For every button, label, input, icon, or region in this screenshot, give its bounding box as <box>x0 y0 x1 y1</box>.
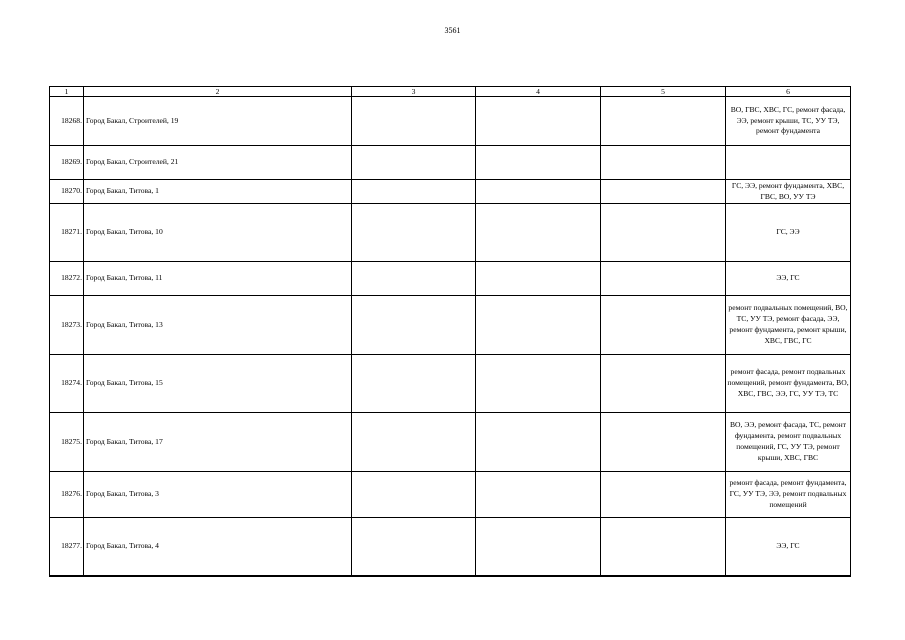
table-row <box>50 97 851 146</box>
row-col4 <box>476 518 601 576</box>
column-header-5: 5 <box>601 87 726 97</box>
row-address: Город Бакал, Строителей, 19 <box>84 97 352 146</box>
row-col5 <box>601 97 726 146</box>
header-row <box>50 87 851 97</box>
row-address: Город Бакал, Титова, 15 <box>84 355 352 413</box>
row-col3 <box>352 262 476 296</box>
row-number: 18274. <box>50 355 84 413</box>
row-col4 <box>476 355 601 413</box>
row-number: 18271. <box>50 204 84 262</box>
table-row <box>50 355 851 413</box>
row-works: ВО, ГВС, ХВС, ГС, ремонт фасада, ЭЭ, ремонт крыши, ТС, УУ ТЭ, ремонт фундамента <box>726 97 851 146</box>
row-col5 <box>601 262 726 296</box>
column-header-2: 2 <box>84 87 352 97</box>
row-number: 18272. <box>50 262 84 296</box>
row-works: ЭЭ, ГС <box>726 262 851 296</box>
row-col3 <box>352 204 476 262</box>
registry-table <box>49 86 851 577</box>
row-number: 18275. <box>50 413 84 472</box>
row-address: Город Бакал, Титова, 4 <box>84 518 352 576</box>
row-number: 18276. <box>50 472 84 518</box>
row-address: Город Бакал, Титова, 3 <box>84 472 352 518</box>
column-header-6: 6 <box>726 87 851 97</box>
row-address: Город Бакал, Строителей, 21 <box>84 146 352 180</box>
row-col5 <box>601 472 726 518</box>
column-header-1: 1 <box>50 87 84 97</box>
row-address: Город Бакал, Титова, 17 <box>84 413 352 472</box>
row-works: ГС, ЭЭ, ремонт фундамента, ХВС, ГВС, ВО, УУ ТЭ <box>726 180 851 204</box>
table-row <box>50 413 851 472</box>
row-col5 <box>601 518 726 576</box>
table-row <box>50 262 851 296</box>
row-number: 18269. <box>50 146 84 180</box>
row-col3 <box>352 296 476 355</box>
row-col4 <box>476 413 601 472</box>
row-col5 <box>601 355 726 413</box>
row-col3 <box>352 518 476 576</box>
row-works: ремонт фасада, ремонт подвальных помещений, ремонт фундамента, ВО, ХВС, ГВС, ЭЭ, ГС, УУ ТЭ, ТС <box>726 355 851 413</box>
row-address: Город Бакал, Титова, 1 <box>84 180 352 204</box>
row-col5 <box>601 296 726 355</box>
table-row <box>50 296 851 355</box>
row-col4 <box>476 180 601 204</box>
row-works: ЭЭ, ГС <box>726 518 851 576</box>
row-col5 <box>601 146 726 180</box>
row-works: ВО, ЭЭ, ремонт фасада, ТС, ремонт фундамента, ремонт подвальных помещений, ГС, УУ ТЭ, ремонт крыши, ХВС, ГВС <box>726 413 851 472</box>
row-works <box>726 146 851 180</box>
row-col4 <box>476 296 601 355</box>
row-number: 18277. <box>50 518 84 576</box>
row-col4 <box>476 204 601 262</box>
row-number: 18270. <box>50 180 84 204</box>
row-number: 18268. <box>50 97 84 146</box>
row-works: ремонт подвальных помещений, ВО, ТС, УУ ТЭ, ремонт фасада, ЭЭ, ремонт фундамента, ремонт крыши, ХВС, ГВС, ГС <box>726 296 851 355</box>
row-col3 <box>352 180 476 204</box>
row-works: ремонт фасада, ремонт фундамента, ГС, УУ ТЭ, ЭЭ, ремонт подвальных помещений <box>726 472 851 518</box>
page-number: 3561 <box>444 26 461 35</box>
table-row <box>50 180 851 204</box>
row-address: Город Бакал, Титова, 13 <box>84 296 352 355</box>
row-works: ГС, ЭЭ <box>726 204 851 262</box>
row-col3 <box>352 472 476 518</box>
column-header-3: 3 <box>352 87 476 97</box>
table-row <box>50 204 851 262</box>
row-col4 <box>476 97 601 146</box>
column-header-4: 4 <box>476 87 601 97</box>
row-col4 <box>476 262 601 296</box>
table-row <box>50 518 851 576</box>
table-row <box>50 472 851 518</box>
row-address: Город Бакал, Титова, 11 <box>84 262 352 296</box>
row-col3 <box>352 97 476 146</box>
row-col5 <box>601 180 726 204</box>
row-col5 <box>601 204 726 262</box>
row-col3 <box>352 146 476 180</box>
table-row <box>50 146 851 180</box>
row-col4 <box>476 472 601 518</box>
row-col3 <box>352 413 476 472</box>
row-col3 <box>352 355 476 413</box>
row-col5 <box>601 413 726 472</box>
row-number: 18273. <box>50 296 84 355</box>
row-address: Город Бакал, Титова, 10 <box>84 204 352 262</box>
row-col4 <box>476 146 601 180</box>
